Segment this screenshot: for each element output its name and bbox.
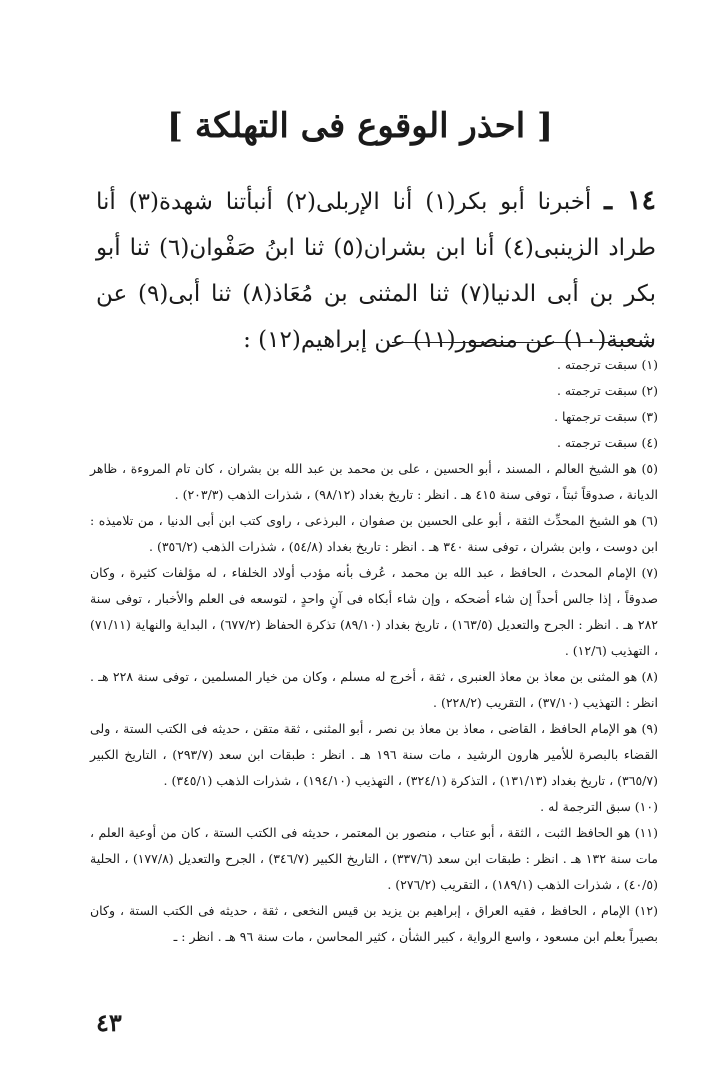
hadith-body: أخبرنا أبو بكر(١) أنا الإربلى(٢) أنبأتنا شهدة(٣) أنا طراد الزينبى(٤) أنا ابن بشران(٥) ثنا ابنُ صَفْوان(٦) ثنا أبو بكر بن أبى الدنيا(٧) ثنا المثنى بن مُعَاذ(٨) ثنا أبى(٩) عن شعبة(١٠) عن منصور(١١) عن إبراهيم(١٢) : bbox=[96, 189, 656, 353]
footnote-5: (٥) هو الشيخ العالم ، المسند ، أبو الحسين ، على بن محمد بن عبد الله بن بشران ، كان تام المروءة ، ظاهر الديانة ، صدوقاً ثبتاً ، توفى سنة ٤١٥ هـ . انظر : تاريخ بغداد (٩٨/١٢) ، شذرات الذهب (٢٠٣/٣) . bbox=[90, 461, 658, 502]
footnote-6: (٦) هو الشيخ المحدِّث الثقة ، أبو على الحسين بن صفوان ، البرذعى ، راوى كتب ابن أبى الدنيا ، من تلاميذه : ابن دوست ، وابن بشران ، توفى سنة ٣٤٠ هـ . انظر : تاريخ بغداد (٥٤/٨) ، شذرات الذهب (٣٥٦/٢) . bbox=[90, 513, 658, 554]
footnote-11: (١١) هو الحافظ الثبت ، الثقة ، أبو عتاب ، منصور بن المعتمر ، حديثه فى الكتب الستة ، كان من أوعية العلم ، مات سنة ١٣٢ هـ . انظر : طبقات ابن سعد (٣٣٧/٦) ، التاريخ الكبير (٣٤٦/٧) ، الجرح والتعديل (١٧٧/٨) ، الحلية (٤٠/٥) ، شذرات الذهب (١٨٩/١) ، التقريب (٢٧٦/٢) . bbox=[90, 825, 659, 892]
footnote-3: (٣) سبقت ترجمتها . bbox=[554, 409, 658, 424]
footnote-7: (٧) الإمام المحدث ، الحافظ ، عبد الله بن محمد ، عُرف بأنه مؤدب أولاد الخلفاء ، له مؤلفات كثيرة ، وكان صدوقاً ، إذا جالس أحداً إن شاء أضحكه ، وإن شاء أبكاه فى آنٍ واحدٍ ، لتوسعه فى العلم والأخبار ، توفى سنة ٢٨٢ هـ . انظر : الجرح والتعديل (١٦٣/٥) ، تاريخ بغداد (٨٩/١٠) تذكرة الحفاظ (٦٧٧/٢) ، البداية والنهاية (٧١/١١) ، التهذيب (١٢/٦) . bbox=[90, 565, 659, 658]
footnote-8: (٨) هو المثنى بن معاذ بن معاذ العنبرى ، ثقة ، أخرج له مسلم ، وكان من خيار المسلمين ، توفى سنة ٢٢٨ هـ . انظر : التهذيب (٣٧/١٠) ، التقريب (٢٢٨/٢) . bbox=[90, 669, 658, 710]
footnote-12: (١٢) الإمام ، الحافظ ، فقيه العراق ، إبراهيم بن يزيد بن قيس النخعى ، ثقة ، حديثه فى الكتب الستة ، وكان بصيراً بعلم ابن مسعود ، واسع الرواية ، كبير الشأن ، كثير المحاسن ، مات سنة ٩٦ هـ . انظر : ـ bbox=[90, 903, 658, 944]
footnote-2: (٢) سبقت ترجمته . bbox=[556, 383, 658, 398]
footnotes bbox=[90, 352, 658, 950]
hadith-text bbox=[96, 178, 656, 363]
page-number: ٤٣ bbox=[96, 1008, 122, 1037]
footnote-1: (١) سبقت ترجمته . bbox=[556, 357, 658, 372]
footnote-10: (١٠) سبق الترجمة له . bbox=[540, 799, 658, 814]
footnote-divider bbox=[392, 342, 654, 343]
footnote-9: (٩) هو الإمام الحافظ ، القاضى ، معاذ بن معاذ بن نصر ، أبو المثنى ، ثقة متقن ، حديثه فى الكتب الستة ، ولى القضاء بالبصرة للأمير هارون الرشيد ، مات سنة ١٩٦ هـ . انظر : طبقات ابن سعد (٢٩٣/٧) ، التاريخ الكبير (٣٦٥/٧) ، تاريخ بغداد (١٣١/١٣) ، التذكرة (٣٢٤/١) ، التهذيب (١٩٤/١٠) ، شذرات الذهب (٣٤٥/١) . bbox=[90, 721, 659, 788]
section-title: [ احذر الوقوع فى التهلكة ] bbox=[166, 106, 554, 146]
hadith-number: ١٤ ـ bbox=[604, 185, 656, 216]
footnote-4: (٤) سبقت ترجمته . bbox=[556, 435, 658, 450]
